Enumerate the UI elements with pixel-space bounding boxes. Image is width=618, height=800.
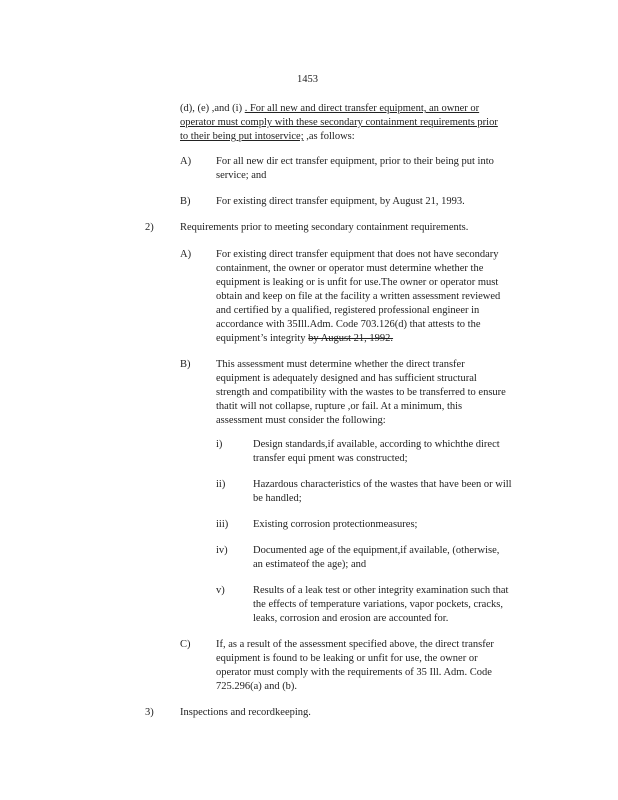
item-2c-line-2: equipment is found to be leaking or unfit for use, the owner or [216,653,478,664]
item-a1-label: A) [180,156,192,167]
item-2b-line-2: equipment is adequately designed and has sufficient structural [216,373,477,384]
item-2a-line-1: For existing direct transfer equipment that does not have secondary [216,249,499,260]
subitem-iv-label: iv) [216,545,228,556]
item-a1-line-2: service; and [216,170,267,181]
item-2c-line-1: If, as a result of the assessment specified above, the direct transfer [216,639,494,650]
item-2c-line-3: operator must comply with the requirements of 35 Ill. Adm. Code [216,667,492,678]
item-2a-line-5: and certified by a qualified, registered professional engineer in [216,305,480,316]
item-b1-label: B) [180,196,191,207]
item-2-label: 2) [145,222,154,233]
subitem-v-label: v) [216,585,225,596]
item-2a-line-6: accordance with 35Ill.Adm. Code 703.126(d) that attests to the [216,319,481,330]
subitem-ii-label: ii) [216,479,226,490]
subitem-i-label: i) [216,439,223,450]
item-2b-line-5: assessment must consider the following: [216,415,386,426]
item-2a-line-2: containment, the owner or operator must determine whether the [216,263,484,274]
intro-underlined-end: to their being put intoservice; [180,131,304,142]
subitem-i-line-2: transfer equi pment was constructed; [253,453,408,464]
item-2a-label: A) [180,249,192,260]
subitem-iii-line-1: Existing corrosion protectionmeasures; [253,519,418,530]
subitem-v-line-1: Results of a leak test or other integrity examination such that [253,585,509,596]
subitem-iv-line-1: Documented age of the equipment,if available, (otherwise, [253,545,500,556]
item-a1-line-1: For all new dir ect transfer equipment, prior to their being put into [216,156,494,167]
item-2c-label: C) [180,639,191,650]
intro-prefix: (d), (e) ,and (i) [180,103,245,114]
item-b1-line-1: For existing direct transfer equipment, by August 21, 1993. [216,196,465,207]
item-2a-line-7 [216,332,393,346]
subitem-v-line-3: leaks, corrosion and erosion are accounted for. [253,613,449,624]
item-2-heading: Requirements prior to meeting secondary containment requirements. [180,222,469,233]
page-number: 1453 [297,74,318,85]
intro-line-2: operator must comply with these secondary containment requirements prior [180,117,498,128]
item-2b-line-1: This assessment must determine whether the direct transfer [216,359,465,370]
item-3-label: 3) [145,707,154,718]
intro-line-1 [180,102,479,116]
item-2b-line-3: strength and compatibility with the wastes to be transferred to ensure [216,387,506,398]
subitem-i-line-1: Design standards,if available, according to whichthe direct [253,439,500,450]
item-2c-line-4: 725.296(a) and (b). [216,681,298,692]
intro-suffix: ,as follows: [303,131,355,142]
intro-underlined-text: . For all new and direct transfer equipment, an owner or [244,103,480,114]
subitem-ii-line-2: be handled; [253,493,302,504]
item-2a-integrity: equipment’s integrity [216,333,309,344]
subitem-iv-line-2: an estimateof the age); and [253,559,367,570]
item-2b-line-4: thatit will not collapse, rupture ,or fail. At a minimum, this [216,401,463,412]
item-3-heading: Inspections and recordkeeping. [180,707,311,718]
subitem-v-line-2: the effects of temperature variations, vapor pockets, cracks, [253,599,503,610]
item-2a-line-4: obtain and keep on file at the facility a written assessment reviewed [216,291,501,302]
item-2b-label: B) [180,359,191,370]
item-2a-struck-date: by August 21, 1992. [308,333,394,344]
item-2a-line-3: equipment is leaking or is unfit for use.The owner or operator must [216,277,499,288]
intro-line-3 [180,130,355,144]
subitem-iii-label: iii) [216,519,229,530]
subitem-ii-line-1: Hazardous characteristics of the wastes that have been or will [253,479,512,490]
